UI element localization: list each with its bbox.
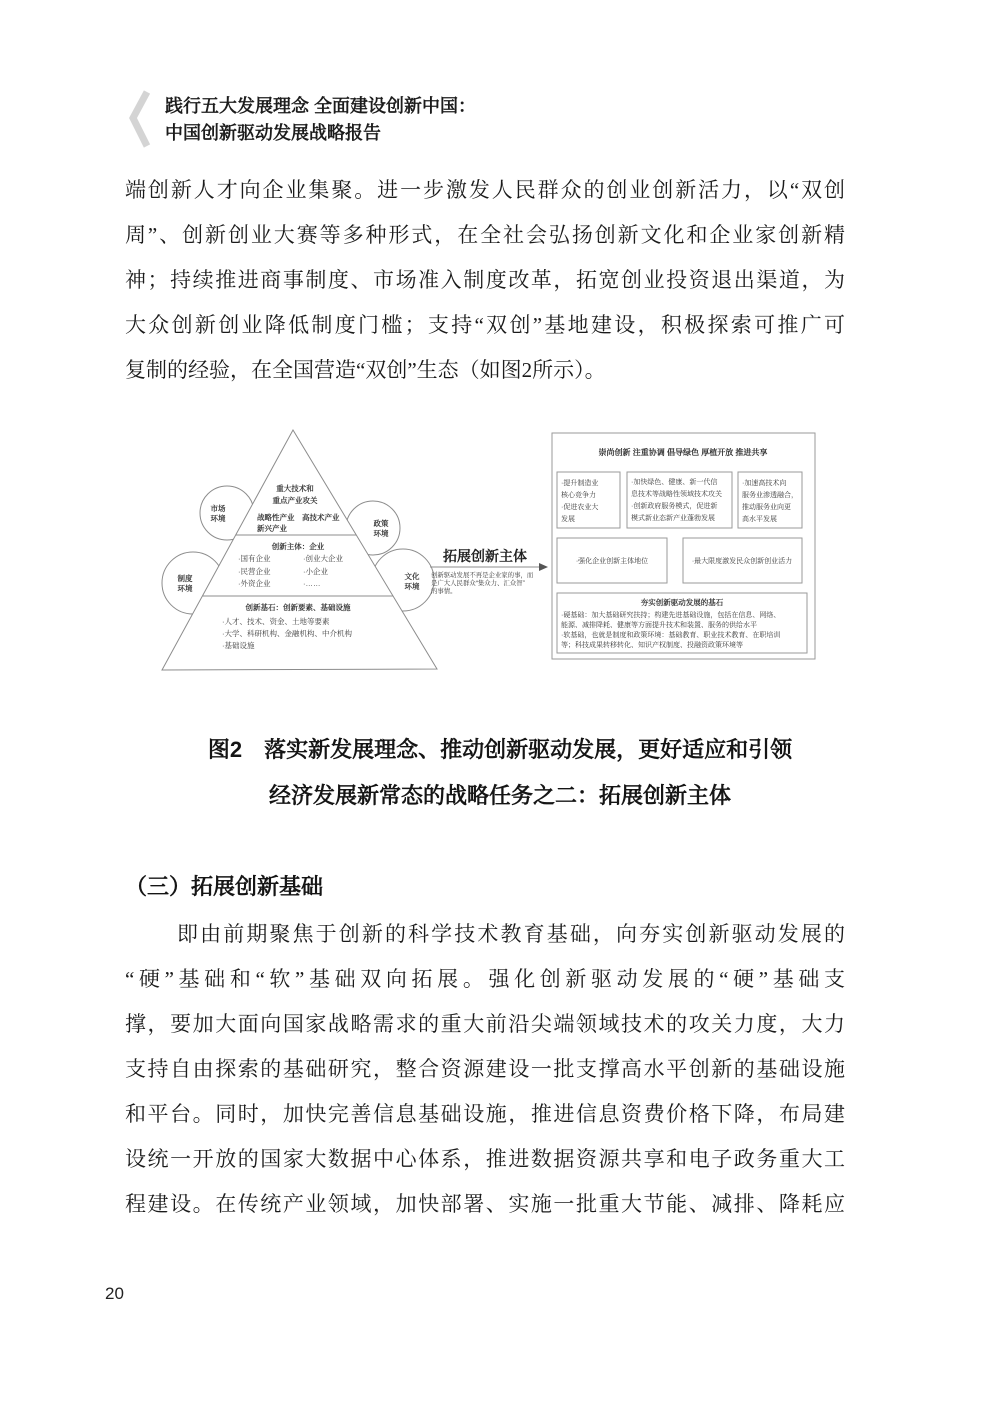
text-line: 撑，要加大面向国家战略需求的重大前沿尖端领域技术的攻关力度，大力	[125, 1012, 845, 1036]
panel-box-text: ·创新政府服务模式，促进新	[631, 503, 718, 510]
pyramid-tier3-item: ·大学、科研机构、金融机构、中介机构	[222, 629, 352, 638]
bubble-institution-label: 环境	[177, 584, 193, 593]
panel-box-text: 等；科技成果转移转化、知识产权制度、投融资政策环境等	[561, 642, 743, 649]
panel-box-text: 息技术等战略性领域技术攻关	[631, 491, 722, 498]
text-line: 周”、创新创业大赛等多种形式，在全社会弘扬创新文化和企业家创新精	[125, 223, 845, 247]
pyramid-tier1-text: 战略性产业 高技术产业	[257, 513, 340, 522]
panel-box-text: ·硬基础：加大基础研究扶持；构建先进基础设施，包括在信息、网络、	[561, 612, 781, 619]
running-head	[165, 93, 476, 147]
panel-box-text: ·软基础，也就是制度和政策环境：基础教育、职业技术教育、在职培训	[561, 632, 781, 639]
pyramid-tier2-item: ·外资企业	[238, 579, 271, 588]
figure-caption-line2: 经济发展新常态的战略任务之二：拓展创新主体	[268, 783, 731, 808]
pyramid-peak-text: 重大技术和	[276, 484, 314, 493]
panel-slogan: 崇尚创新 注重协调 倡导绿色 厚植开放 推进共享	[598, 448, 768, 457]
panel-box-text: 核心竞争力	[561, 492, 596, 499]
pyramid-tier1-text: 新兴产业	[257, 524, 287, 533]
panel-box-text: ·促进农业大	[561, 504, 599, 511]
pyramid-peak-text: 重点产业攻关	[272, 496, 318, 505]
text-line: 大众创新创业降低制度门槛；支持“双创”基地建设，积极探索可推广可	[125, 313, 845, 337]
figure-2-diagram	[125, 408, 865, 688]
paragraph-2	[125, 912, 845, 1227]
arrow-note: 的事情。	[431, 588, 457, 595]
text-line: 设统一开放的国家大数据中心体系，推进数据资源共享和电子政务重大工	[125, 1147, 845, 1171]
panel-box-text: ·提升制造业	[561, 480, 599, 487]
running-head-line2: 中国创新驱动发展战略报告	[165, 123, 381, 143]
pyramid-tier2-item: ·小企业	[303, 567, 328, 576]
arrow-label: 拓展创新主体	[443, 548, 527, 564]
text-line: 和平台。同时，加快完善信息基础设施，推进信息资费价格下降，布局建	[125, 1102, 845, 1126]
pyramid-tier3-item: ·人才、技术、资金、土地等要素	[222, 617, 330, 626]
text-line: “硬”基础和“软”基础双向拓展。强化创新驱动发展的“硬”基础支	[125, 967, 845, 991]
pyramid-tier3-title: 创新基石：创新要素、基础设施	[245, 603, 351, 612]
panel-foundation-title: 夯实创新驱动发展的基石	[640, 598, 724, 607]
arrow-head-icon	[539, 563, 548, 571]
panel-box-text: 模式新业态新产业蓬勃发展	[631, 515, 715, 522]
pyramid-tier2-item: ·……	[303, 579, 321, 588]
bubble-policy-label: 政策	[373, 519, 389, 528]
arrow-note: 创新驱动发展不再是企业家的事，而	[431, 572, 534, 579]
pyramid-tier2-item: ·国有企业	[238, 554, 271, 563]
bubble-culture-label: 环境	[404, 582, 420, 591]
text-line: 支持自由探索的基础研究，整合资源建设一批支撑高水平创新的基础设施	[125, 1057, 845, 1081]
pyramid-tier2-item: ·创业大企业	[303, 554, 343, 563]
text-line: 即由前期聚焦于创新的科学技术教育基础，向夯实创新驱动发展的	[177, 922, 845, 946]
pyramid-tier2-item: ·民营企业	[238, 567, 271, 576]
figure-diagram-svg	[125, 408, 865, 688]
page-number: 20	[105, 1284, 124, 1303]
bubble-policy-label: 环境	[373, 529, 389, 538]
bubble-market-label: 市场	[210, 504, 226, 513]
text-line: 神；持续推进商事制度、市场准入制度改革，拓宽创业投资退出渠道，为	[125, 268, 845, 292]
bubble-culture-label: 文化	[404, 572, 420, 581]
paragraph-1	[125, 168, 845, 393]
running-head-line1: 践行五大发展理念 全面建设创新中国：	[165, 96, 476, 116]
panel-box-text: 推动服务业向更	[742, 504, 791, 511]
panel-box-text: 高水平发展	[742, 516, 777, 523]
panel-box-text: ·加速高技术向	[742, 480, 787, 487]
bubble-market-label: 环境	[210, 514, 226, 523]
panel-box-text: ·加快绿色、健康、新一代信	[631, 479, 718, 486]
panel-box-text: ·强化企业创新主体地位	[575, 558, 649, 565]
panel-box-text: 服务业渗透融合，	[742, 492, 798, 499]
pyramid-tier2-title: 创新主体：企业	[271, 542, 325, 551]
panel-box-text: ·最大限度激发民众创新创业活力	[691, 558, 793, 565]
panel-box-text: 能源、减排降耗、健康等方面提升技术和装置、服务的供给水平	[561, 622, 757, 629]
figure-caption	[0, 727, 1000, 819]
text-line: 复制的经验，在全国营造“双创”生态（如图2所示）。	[125, 358, 606, 382]
pyramid-tier3-item: ·基础设施	[222, 641, 255, 650]
arrow-note: 是广大人民群众“集众力、汇众智”	[431, 580, 525, 587]
text-line: 端创新人才向企业集聚。进一步激发人民群众的创业创新活力，以“双创	[125, 178, 845, 202]
bubble-institution-label: 制度	[177, 574, 193, 583]
section-heading: （三）拓展创新基础	[125, 874, 324, 899]
figure-caption-line1: 图2 落实新发展理念、推动创新驱动发展，更好适应和引领	[207, 737, 793, 762]
text-line: 程建设。在传统产业领域，加快部署、实施一批重大节能、减排、降耗应	[125, 1192, 845, 1216]
panel-box-text: 发展	[561, 516, 575, 523]
chevron-decoration-icon	[128, 88, 152, 155]
